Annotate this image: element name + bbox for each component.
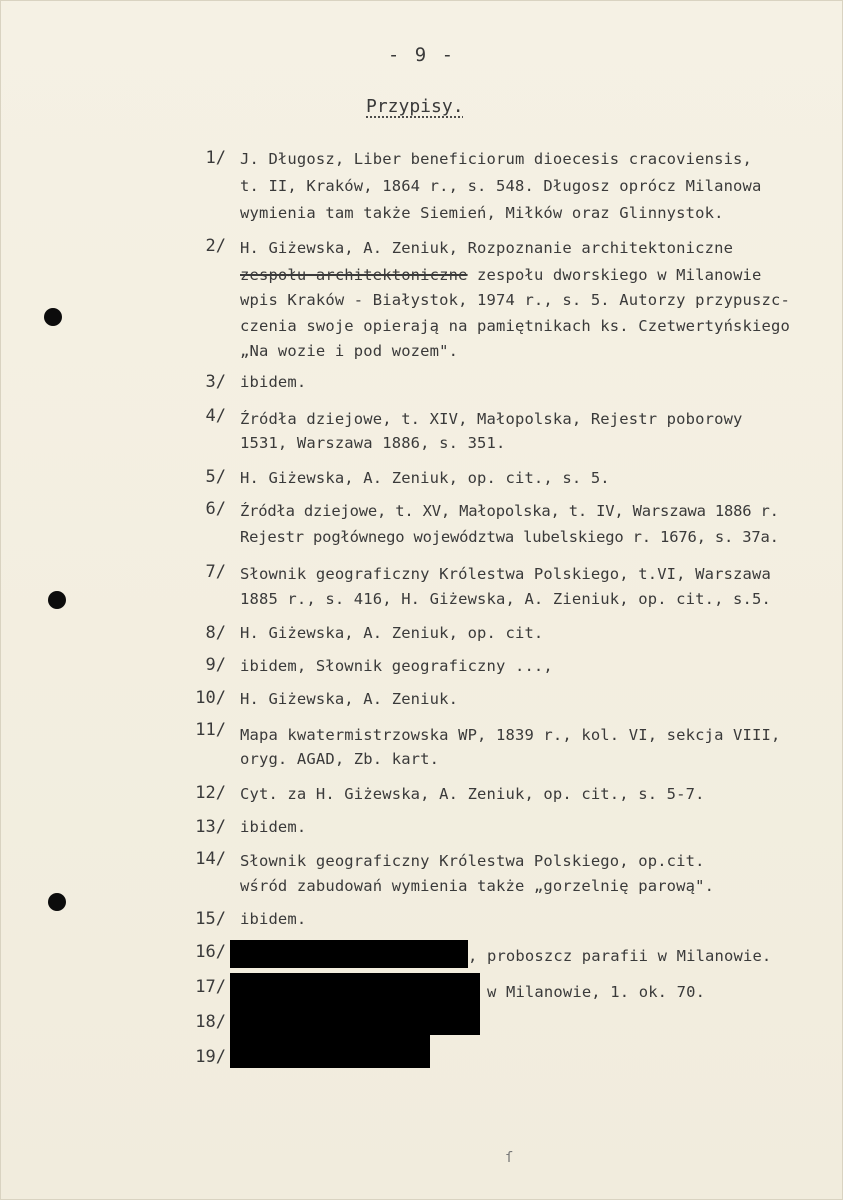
footnote-text-line: Słownik geograficzny Królestwa Polskiego, t.VI, Warszawa: [240, 565, 771, 583]
footnote-text-line: H. Giżewska, A. Zeniuk, op. cit.: [240, 624, 544, 642]
page-title: Przypisy.: [366, 96, 464, 117]
footnote-text-line: H. Giżewska, A. Zeniuk.: [240, 690, 459, 708]
footnote-number: 11/: [195, 720, 226, 740]
footnote-number: 18/: [195, 1012, 226, 1032]
footnote-text-line: oryg. AGAD, Zb. kart.: [240, 750, 440, 768]
stray-pen-mark: ſ: [505, 1150, 514, 1166]
footnote-text-line: , proboszcz parafii w Milanowie.: [468, 947, 772, 965]
page-number: - 9 -: [387, 44, 456, 66]
footnote-text-line: wśród zabudowań wymienia także „gorzelnię parową".: [240, 877, 715, 895]
redaction-block: [230, 973, 480, 1035]
footnote-text-line: ibidem.: [240, 818, 307, 836]
footnote-number: 6/: [205, 499, 226, 519]
footnote-number: 7/: [205, 562, 226, 582]
footnote-text-line: czenia swoje opierają na pamiętnikach ks. Czetwertyńskiego: [240, 317, 790, 335]
footnote-number: 12/: [195, 783, 226, 803]
footnote-number: 4/: [205, 406, 226, 426]
footnote-number: 16/: [195, 942, 226, 962]
footnote-text-line: 1885 r., s. 416, H. Giżewska, A. Zieniuk, op. cit., s.5.: [240, 590, 771, 608]
footnote-text-line: 1531, Warszawa 1886, s. 351.: [240, 434, 506, 452]
footnote-text-line: Źródła dziejowe, t. XV, Małopolska, t. IV, Warszawa 1886 r.: [240, 502, 779, 520]
footnote-text-line: H. Giżewska, A. Zeniuk, op. cit., s. 5.: [240, 469, 610, 487]
struck-through-text: zespołu architektoniczne: [240, 266, 468, 284]
footnote-number: 19/: [195, 1047, 226, 1067]
footnote-text-line: [240, 266, 762, 284]
footnote-text-line: ibidem.: [240, 373, 307, 391]
footnote-number: 2/: [205, 236, 226, 256]
footnote-text-line: Słownik geograficzny Królestwa Polskiego, op.cit.: [240, 852, 705, 870]
footnote-number: 1/: [205, 148, 226, 168]
footnote-number: 17/: [195, 977, 226, 997]
footnote-text-line: ibidem.: [240, 910, 307, 928]
footnote-text-line: wpis Kraków - Białystok, 1974 r., s. 5. Autorzy przypuszc-: [240, 291, 790, 309]
footnote-number: 10/: [195, 688, 226, 708]
footnote-text-line: Rejestr pogłównego województwa lubelskiego r. 1676, s. 37a.: [240, 528, 779, 546]
redaction-block: [230, 940, 468, 968]
footnote-text-line: Mapa kwatermistrzowska WP, 1839 r., kol. VI, sekcja VIII,: [240, 726, 781, 744]
footnote-number: 15/: [195, 909, 226, 929]
footnote-number: 9/: [205, 655, 226, 675]
footnote-text-line: Źródła dziejowe, t. XIV, Małopolska, Rejestr poborowy: [240, 410, 743, 428]
footnote-text-line: ibidem, Słownik geograficzny ...,: [240, 657, 553, 675]
footnote-text-line: w Milanowie, 1. ok. 70.: [487, 983, 706, 1001]
redaction-block: [230, 1033, 430, 1068]
footnote-text-line: H. Giżewska, A. Zeniuk, Rozpoznanie architektoniczne: [240, 239, 734, 257]
footnote-text-line: J. Długosz, Liber beneficiorum dioecesis cracoviensis,: [240, 150, 753, 168]
footnote-number: 5/: [205, 467, 226, 487]
footnote-number: 3/: [205, 372, 226, 392]
footnote-text-line: t. II, Kraków, 1864 r., s. 548. Długosz oprócz Milanowa: [240, 177, 762, 195]
footnote-number: 8/: [205, 623, 226, 643]
footnote-text-line: „Na wozie i pod wozem".: [240, 342, 459, 360]
footnote-text-segment: zespołu dworskiego w Milanowie: [467, 266, 762, 284]
footnote-number: 13/: [195, 817, 226, 837]
footnote-text-line: wymienia tam także Siemień, Miłków oraz Glinnystok.: [240, 204, 724, 222]
footnote-text-line: Cyt. za H. Giżewska, A. Zeniuk, op. cit., s. 5-7.: [240, 785, 705, 803]
footnote-number: 14/: [195, 849, 226, 869]
